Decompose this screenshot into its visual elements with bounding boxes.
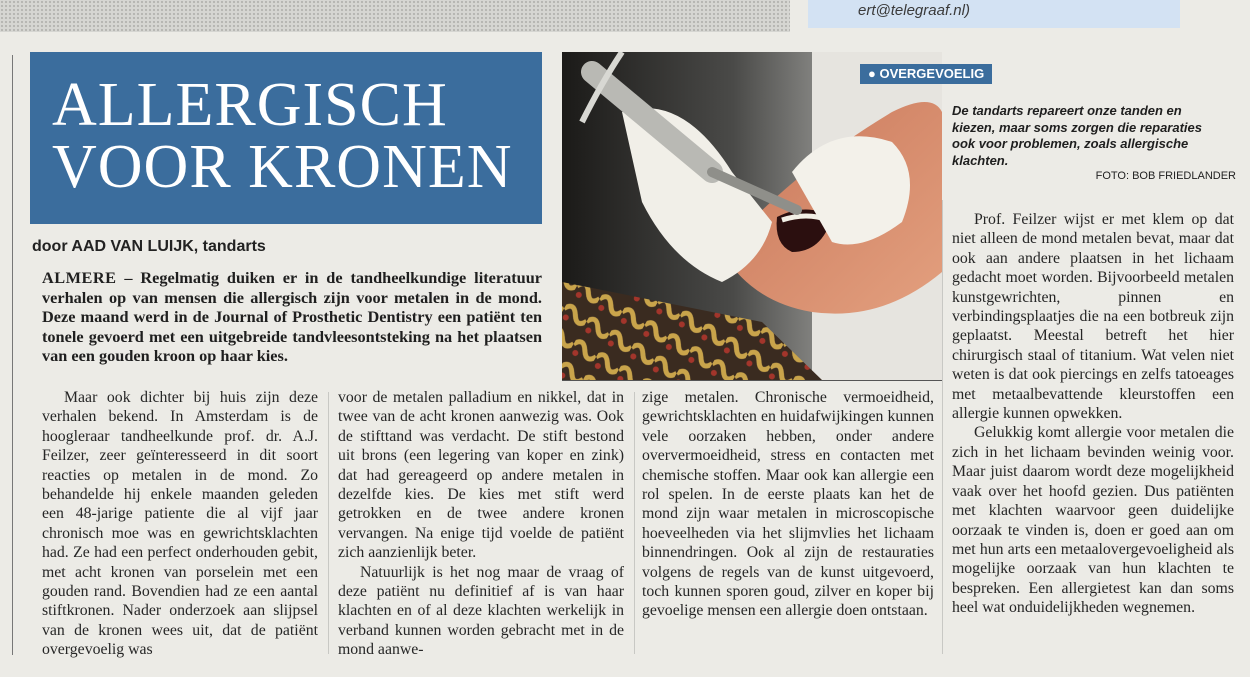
topic-tag[interactable]: ● OVERGEVOELIG: [860, 64, 992, 84]
left-margin-rule: [12, 55, 13, 655]
column-4-paragraph-2: Gelukkig komt allergie voor metalen die zich in het lichaam bevinden weinig voor. Maar juist daarom wordt deze mogelijkheid vaak over het hoofd gezien. Dus patiënten met klachten waarvoor geen duidelijke oorzaak te vinden is, doen er goed aan om met hun arts een metaalovergevoeligheid als mogelijke oorzaak van hun klachten te bespreken. Een allergietest kan dan soms heel wat onduidelijkheden wegnemen.: [952, 424, 1234, 617]
headline-line-1: ALLERGISCH: [52, 71, 448, 139]
article-column-1: [42, 388, 318, 660]
dentist-photo: [562, 52, 942, 381]
intro-text: – Regelmatig duiken er in de tandheelkundige literatuur verhalen op van mensen die allergisch zijn voor metalen in de mond. Deze maand werd in de Journal of Prosthetic Dentistry een patiënt ten tonele gevoerd met een uitgebreide tandvleesontsteking na het plaatsen van een gouden kroon op haar kies.: [42, 268, 542, 365]
dentist-photo-illustration: [562, 52, 942, 380]
column-2-paragraph-2: Natuurlijk is het nog maar de vraag of deze patiënt nu definitief af is van haar klachten en of al deze klachten werkelijk in verband kunnen worden gebracht met in de mond aanwe-: [338, 563, 624, 659]
byline-prefix: door: [32, 238, 72, 255]
column-1-paragraph: Maar ook dichter bij huis zijn deze verhalen bekend. In Amsterdam is de hoogleraar tandheelkunde prof. dr. A.J. Feilzer, zeer geïnteresseerd in dit soort reacties op metalen in de mond. Zo behandelde hij enkele maanden geleden een 48-jarige patiente die al vijf jaar chronisch moe was en gewrichtsklachten had. Ze had een perfect onderhouden gebit, met acht kronen van porselein met een gouden rand. Bovendien had ze een aantal stiftkronen. Nader onderzoek aan slijpsel van de kronen wees uit, dat de patiënt overgevoelig was: [42, 389, 318, 659]
byline-suffix: , tandarts: [193, 238, 266, 255]
photo-credit: FOTO: BOB FRIEDLANDER: [1095, 170, 1236, 182]
column-rule-2: [634, 392, 635, 654]
byline: [32, 238, 266, 256]
column-3-paragraph: zige metalen. Chronische vermoeidheid, gewrichtsklachten en huidafwijkingen kunnen vele oorzaken hebben, onder andere oververmoeidheid, stress en contacten met chemische stoffen. Maar ook kan allergie een rol spelen. In de eerste plaats kan het de mond zijn waar metalen in microscopische hoeveelheden via het slijmvlies het lichaam binnendringen. Ook al zijn de restauraties volgens de regels van de kunst uitgevoerd, toch kunnen sporen goud, zilver en koper bij gevoelige mensen een allergie doen ontstaan.: [642, 389, 934, 620]
article-column-3: [642, 388, 934, 621]
headline-line-2: VOOR KRONEN: [52, 133, 513, 201]
article-column-2: [338, 388, 624, 660]
previous-article-strip: [0, 0, 790, 32]
contact-email-fragment[interactable]: ert@telegraaf.nl): [858, 2, 970, 19]
column-2-paragraph-1: voor de metalen palladium en nikkel, dat in twee van de acht kronen aanwezig was. Ook de stifttand was verdacht. De stift bestond uit brons (een legering van koper en zink) dat had gereageerd op andere metalen in dezelfde kies. De kies met stift werd getrokken en de twee andere kronen vervangen. Na enige tijd voelde de patiënt zich aanzienlijk beter.: [338, 389, 624, 562]
topic-tag-label: OVERGEVOELIG: [879, 66, 985, 81]
article-column-4: [952, 210, 1234, 618]
column-rule-3: [942, 200, 943, 654]
byline-author: AAD VAN LUIJK: [71, 238, 194, 255]
dateline: ALMERE: [42, 268, 117, 287]
intro-paragraph: [42, 268, 542, 366]
column-4-paragraph-1: Prof. Feilzer wijst er met klem op dat niet alleen de mond metalen bevat, maar dat ook aan andere plaatsen in het lichaam gedacht moet worden. Bijvoorbeeld metalen kunstgewrichten, pinnen en verbindingsplaatjes die na een botbreuk zijn geplaatst. Meestal betreft het hier chirurgisch staal of titanium. Wat velen niet weten is dat ook piercings en zelfs tatoeages met metaalbevattende kleurstoffen een allergie kunnen opwekken.: [952, 211, 1234, 423]
column-rule-1: [328, 392, 329, 654]
headline: [52, 71, 532, 201]
photo-caption: De tandarts repareert onze tanden en kiezen, maar soms zorgen die reparaties ook voor problemen, zoals allergische klachten.: [952, 103, 1202, 168]
